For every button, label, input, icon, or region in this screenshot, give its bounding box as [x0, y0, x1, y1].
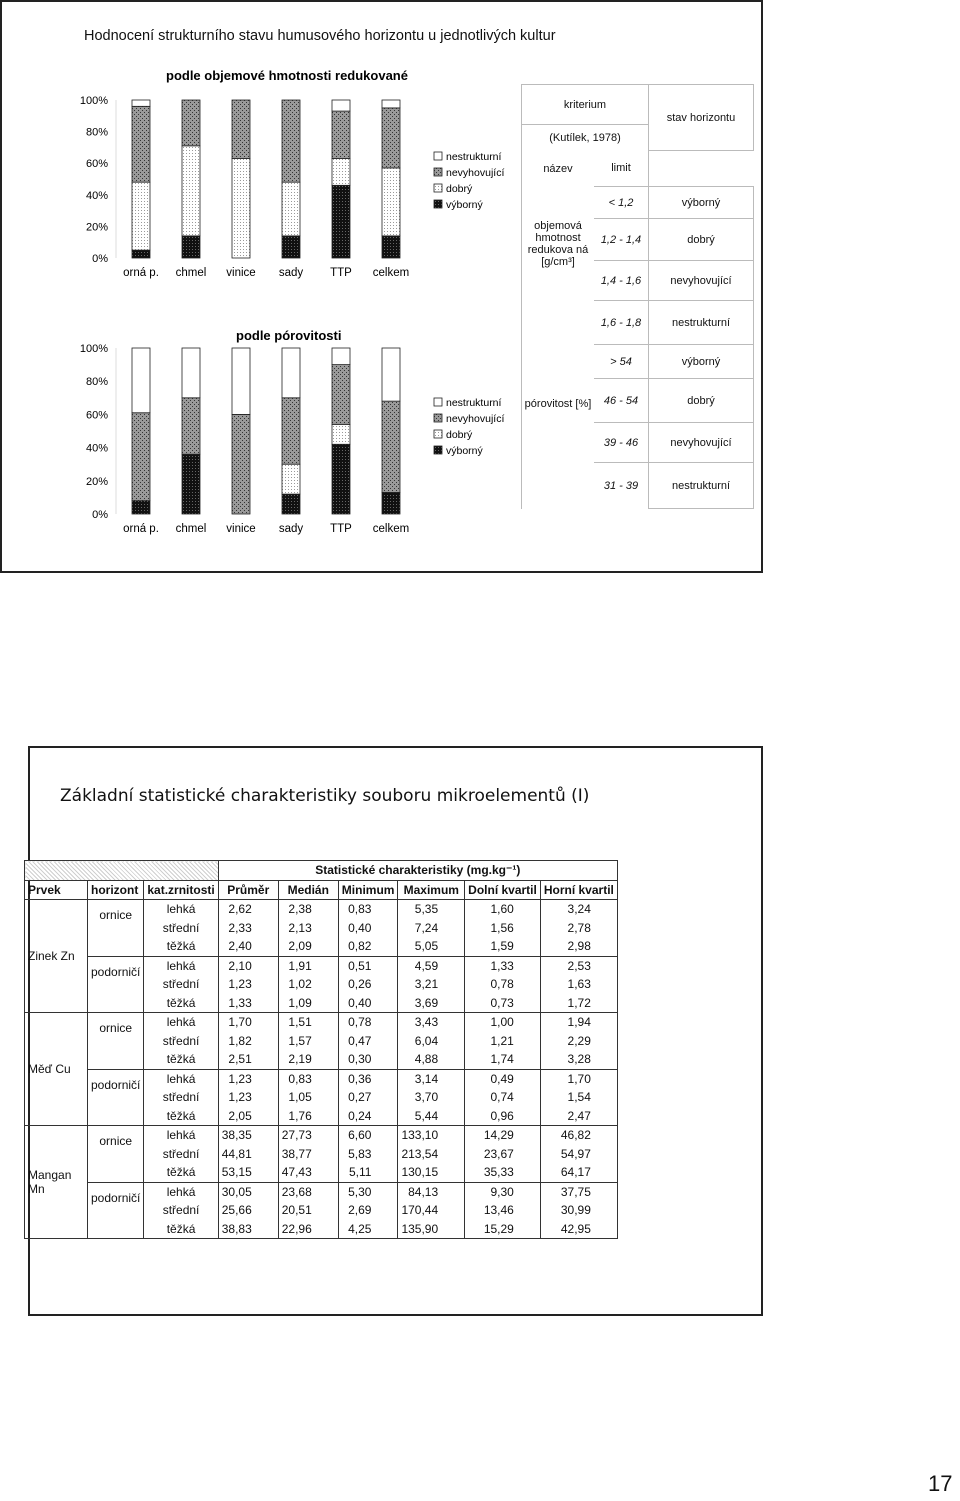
bar-segment-výborný [182, 236, 200, 258]
stat-value: 2,62 [218, 900, 278, 919]
bar-segment-nestrukturní [332, 100, 350, 111]
criteria-stav: výborný [649, 345, 754, 379]
stat-value: 2,69 [338, 1201, 398, 1220]
stat-value: 0,40 [338, 994, 398, 1013]
stat-value: 2,40 [218, 937, 278, 956]
stat-value: 1,63 [540, 975, 617, 994]
x-tick-label: chmel [175, 523, 207, 535]
stat-value: 47,43 [278, 1163, 338, 1182]
criteria-stav: dobrý [649, 219, 754, 261]
stat-value: 3,69 [398, 994, 465, 1013]
stat-value: 30,05 [218, 1182, 278, 1201]
stat-value: 2,33 [218, 919, 278, 938]
x-tick-label: sady [278, 267, 304, 279]
stat-value: 27,73 [278, 1126, 338, 1145]
column-header: kat.zrnitosti [144, 880, 218, 900]
legend-label: nestrukturní [446, 151, 502, 163]
table-row [25, 1126, 618, 1145]
legend-label: nestrukturní [446, 397, 502, 409]
criteria-stav: nestrukturní [649, 463, 754, 509]
bar-segment-nevyhovující [382, 108, 400, 168]
bar-segment-nevyhovující [382, 401, 400, 492]
bar-segment-nestrukturní [332, 348, 350, 365]
texture-class: střední [144, 1032, 218, 1051]
y-tick-label: 20% [85, 221, 108, 234]
stat-value: 42,95 [540, 1220, 617, 1239]
element-name: Měď Cu [25, 1013, 88, 1126]
chart-porosity [60, 318, 510, 543]
texture-class: lehká [144, 1013, 218, 1032]
stat-value: 0,73 [465, 994, 541, 1013]
y-tick-label: 100% [79, 343, 108, 355]
bar-segment-nestrukturní [132, 100, 150, 106]
stat-value: 25,66 [218, 1201, 278, 1220]
stat-value: 1,54 [540, 1088, 617, 1107]
stat-value: 38,83 [218, 1220, 278, 1239]
bar-segment-nestrukturní [132, 348, 150, 413]
texture-class: těžká [144, 994, 218, 1013]
x-tick-label: TTP [330, 267, 352, 279]
stat-value: 2,98 [540, 937, 617, 956]
column-header: Prvek [25, 880, 88, 900]
stat-value: 44,81 [218, 1145, 278, 1164]
stat-value: 5,35 [398, 900, 465, 919]
slide2-title: Základní statistické charakteristiky souboru mikroelementů (I) [60, 786, 590, 806]
bar-segment-výborný [282, 494, 300, 514]
stat-value: 1,76 [278, 1107, 338, 1126]
bar-segment-dobrý [332, 158, 350, 185]
stat-value: 54,97 [540, 1145, 617, 1164]
y-tick-label: 0% [92, 253, 108, 265]
page-number: 17 [928, 1471, 953, 1496]
bar-segment-výborný [132, 501, 150, 514]
stat-value: 1,72 [540, 994, 617, 1013]
legend-swatch [434, 446, 442, 454]
stat-value: 1,23 [218, 975, 278, 994]
bar-segment-výborný [332, 185, 350, 258]
y-tick-label: 80% [85, 376, 108, 389]
y-tick-label: 0% [92, 509, 108, 521]
limit-header: limit [611, 162, 631, 175]
x-tick-label: orná p. [123, 267, 159, 279]
stat-value: 0,27 [338, 1088, 398, 1107]
x-tick-label: celkem [372, 267, 410, 279]
legend-swatch [434, 184, 442, 192]
stat-value: 1,74 [465, 1050, 541, 1069]
criteria-stav: nestrukturní [649, 301, 754, 345]
texture-class: lehká [144, 956, 218, 975]
legend-swatch [434, 200, 442, 208]
bar-segment-výborný [282, 236, 300, 258]
horizon-name: podorničí [88, 956, 144, 1013]
stat-value: 46,82 [540, 1126, 617, 1145]
stat-value: 2,38 [278, 900, 338, 919]
legend-label: nevyhovující [446, 167, 505, 179]
bar-segment-dobrý [382, 168, 400, 236]
stat-value: 84,13 [398, 1182, 465, 1201]
stat-value: 1,57 [278, 1032, 338, 1051]
stat-value: 130,15 [398, 1163, 465, 1182]
stat-value: 6,04 [398, 1032, 465, 1051]
y-tick-label: 40% [85, 442, 108, 455]
table-row [25, 956, 618, 975]
x-tick-label: celkem [372, 523, 410, 535]
stat-value: 3,21 [398, 975, 465, 994]
texture-class: těžká [144, 1107, 218, 1126]
stat-value: 133,10 [398, 1126, 465, 1145]
stat-value: 3,70 [398, 1088, 465, 1107]
legend-swatch [434, 168, 442, 176]
texture-class: lehká [144, 1182, 218, 1201]
bar-segment-nevyhovující [182, 398, 200, 454]
stat-value: 4,25 [338, 1220, 398, 1239]
legend-swatch [434, 430, 442, 438]
criteria-group: objemová hmotnost redukova ná [g/cm³] [522, 187, 595, 301]
column-header: Minimum [338, 880, 398, 900]
stat-value: 64,17 [540, 1163, 617, 1182]
chart-bulk-density [60, 60, 510, 290]
texture-class: těžká [144, 1220, 218, 1239]
stat-value: 9,30 [465, 1182, 541, 1201]
slide-title: Hodnocení strukturního stavu humusového horizontu u jednotlivých kultur [84, 28, 556, 44]
chart-title: podle pórovitosti [236, 328, 342, 343]
x-tick-label: sady [278, 523, 304, 535]
stat-value: 7,24 [398, 919, 465, 938]
stat-value: 14,29 [465, 1126, 541, 1145]
bar-segment-nevyhovující [332, 365, 350, 425]
stat-value: 2,78 [540, 919, 617, 938]
texture-class: střední [144, 1201, 218, 1220]
y-tick-label: 100% [79, 95, 108, 107]
horizon-name: ornice [88, 1126, 144, 1183]
stat-value: 6,60 [338, 1126, 398, 1145]
stat-value: 0,96 [465, 1107, 541, 1126]
statistics-table [24, 860, 618, 1239]
stat-value: 1,05 [278, 1088, 338, 1107]
column-header: horizont [88, 880, 144, 900]
x-tick-label: orná p. [123, 523, 159, 535]
bar-segment-nestrukturní [282, 348, 300, 398]
element-name: Zinek Zn [25, 900, 88, 1013]
stat-value: 15,29 [465, 1220, 541, 1239]
legend-swatch [434, 414, 442, 422]
column-header: Průměr [218, 880, 278, 900]
texture-class: střední [144, 919, 218, 938]
stat-value: 38,35 [218, 1126, 278, 1145]
stat-value: 30,99 [540, 1201, 617, 1220]
texture-class: lehká [144, 900, 218, 919]
stat-value: 5,11 [338, 1163, 398, 1182]
criteria-limit: > 54 [594, 345, 649, 379]
stat-value: 3,24 [540, 900, 617, 919]
stat-value: 22,96 [278, 1220, 338, 1239]
stat-value: 5,05 [398, 937, 465, 956]
stat-value: 2,19 [278, 1050, 338, 1069]
stat-value: 4,59 [398, 956, 465, 975]
legend-swatch [434, 398, 442, 406]
bar-segment-nevyhovující [232, 414, 250, 514]
nazev-header: název [522, 151, 595, 187]
table-row [25, 1182, 618, 1201]
chart-title: podle objemové hmotnosti redukované [166, 68, 408, 83]
texture-class: lehká [144, 1126, 218, 1145]
bar-segment-nevyhovující [132, 106, 150, 182]
stat-value: 0,51 [338, 956, 398, 975]
texture-class: střední [144, 1145, 218, 1164]
bar-segment-nevyhovující [182, 100, 200, 146]
bar-segment-dobrý [282, 464, 300, 494]
table-row [25, 1069, 618, 1088]
criteria-limit: 1,2 - 1,4 [594, 219, 649, 261]
stat-value: 2,53 [540, 956, 617, 975]
stat-value: 0,24 [338, 1107, 398, 1126]
stat-value: 1,09 [278, 994, 338, 1013]
stat-value: 0,26 [338, 975, 398, 994]
criteria-limit: 1,4 - 1,6 [594, 261, 649, 301]
bar-segment-nevyhovující [232, 100, 250, 158]
stat-value: 0,49 [465, 1069, 541, 1088]
y-tick-label: 20% [85, 475, 108, 488]
source-cite: (Kutílek, 1978) [522, 125, 649, 151]
stat-value: 0,83 [338, 900, 398, 919]
stat-value: 20,51 [278, 1201, 338, 1220]
stat-value: 2,10 [218, 956, 278, 975]
stat-value: 1,70 [540, 1069, 617, 1088]
legend-label: výborný [446, 445, 483, 457]
texture-class: těžká [144, 937, 218, 956]
stat-value: 23,67 [465, 1145, 541, 1164]
texture-class: střední [144, 975, 218, 994]
stat-value: 1,00 [465, 1013, 541, 1032]
horizon-name: ornice [88, 1013, 144, 1070]
stat-value: 1,60 [465, 900, 541, 919]
horizon-name: podorničí [88, 1182, 144, 1239]
stat-value: 1,23 [218, 1069, 278, 1088]
bar-segment-výborný [132, 250, 150, 258]
bar-segment-nestrukturní [182, 348, 200, 398]
stat-value: 0,83 [278, 1069, 338, 1088]
element-name: Mangan Mn [25, 1126, 88, 1239]
x-tick-label: vinice [226, 267, 256, 279]
bar-segment-dobrý [132, 182, 150, 250]
stat-value: 3,14 [398, 1069, 465, 1088]
x-tick-label: chmel [175, 267, 207, 279]
stav-header: stav horizontu [649, 85, 754, 151]
criteria-limit: 31 - 39 [594, 463, 649, 509]
bar-segment-nestrukturní [382, 100, 400, 108]
texture-class: lehká [144, 1069, 218, 1088]
group-header: Statistické charakteristiky (mg.kg⁻¹) [218, 861, 617, 881]
stat-value: 13,46 [465, 1201, 541, 1220]
bar-segment-nestrukturní [232, 348, 250, 414]
criteria-table [521, 84, 754, 509]
criteria-limit: < 1,2 [594, 187, 649, 219]
stat-value: 2,47 [540, 1107, 617, 1126]
stat-value: 0,78 [338, 1013, 398, 1032]
bar-segment-výborný [332, 444, 350, 514]
texture-class: těžká [144, 1163, 218, 1182]
stat-value: 2,09 [278, 937, 338, 956]
stat-value: 0,30 [338, 1050, 398, 1069]
stat-value: 1,02 [278, 975, 338, 994]
x-tick-label: vinice [226, 523, 256, 535]
bar-segment-nevyhovující [282, 100, 300, 182]
stat-value: 0,74 [465, 1088, 541, 1107]
column-header: Medián [278, 880, 338, 900]
column-header: Maximum [398, 880, 465, 900]
stat-value: 5,44 [398, 1107, 465, 1126]
bar-segment-dobrý [332, 424, 350, 444]
stat-value: 1,91 [278, 956, 338, 975]
table-row [25, 900, 618, 919]
stat-value: 1,33 [218, 994, 278, 1013]
criteria-stav: dobrý [649, 379, 754, 423]
stat-value: 23,68 [278, 1182, 338, 1201]
stat-value: 1,94 [540, 1013, 617, 1032]
stat-value: 1,51 [278, 1013, 338, 1032]
stat-value: 1,23 [218, 1088, 278, 1107]
bar-segment-nevyhovující [332, 111, 350, 158]
stat-value: 1,70 [218, 1013, 278, 1032]
stat-value: 0,78 [465, 975, 541, 994]
stat-value: 53,15 [218, 1163, 278, 1182]
stat-value: 2,51 [218, 1050, 278, 1069]
legend-label: dobrý [446, 183, 473, 195]
y-tick-label: 40% [85, 189, 108, 202]
bar-segment-dobrý [232, 158, 250, 258]
column-header: Dolní kvartil [465, 880, 541, 900]
bar-segment-nevyhovující [282, 398, 300, 464]
bar-segment-nevyhovující [132, 413, 150, 501]
criteria-limit: 39 - 46 [594, 423, 649, 463]
criteria-stav: nevyhovující [649, 261, 754, 301]
stat-value: 4,88 [398, 1050, 465, 1069]
horizon-name: podorničí [88, 1069, 144, 1126]
stat-value: 0,40 [338, 919, 398, 938]
bar-segment-výborný [382, 236, 400, 258]
legend-label: výborný [446, 199, 483, 211]
stat-value: 0,82 [338, 937, 398, 956]
criteria-group: pórovitost [%] [522, 345, 595, 463]
criteria-stav: výborný [649, 187, 754, 219]
stat-value: 2,13 [278, 919, 338, 938]
stat-value: 35,33 [465, 1163, 541, 1182]
stat-value: 1,82 [218, 1032, 278, 1051]
stat-value: 2,05 [218, 1107, 278, 1126]
stat-value: 2,29 [540, 1032, 617, 1051]
legend-label: nevyhovující [446, 413, 505, 425]
texture-class: těžká [144, 1050, 218, 1069]
bar-segment-dobrý [182, 146, 200, 236]
criteria-limit: 46 - 54 [594, 379, 649, 423]
table-row [25, 1013, 618, 1032]
criteria-header: kriterium [522, 85, 649, 125]
stat-value: 5,83 [338, 1145, 398, 1164]
y-tick-label: 60% [85, 158, 108, 171]
bar-segment-dobrý [282, 182, 300, 236]
criteria-stav: nevyhovující [649, 423, 754, 463]
bar-segment-výborný [382, 492, 400, 514]
stat-value: 1,33 [465, 956, 541, 975]
stat-value: 1,21 [465, 1032, 541, 1051]
stat-value: 1,56 [465, 919, 541, 938]
legend-swatch [434, 152, 442, 160]
criteria-limit: 1,6 - 1,8 [594, 301, 649, 345]
bar-segment-výborný [182, 454, 200, 514]
stat-value: 3,28 [540, 1050, 617, 1069]
stat-value: 135,90 [398, 1220, 465, 1239]
texture-class: střední [144, 1088, 218, 1107]
y-tick-label: 60% [85, 409, 108, 422]
horizon-name: ornice [88, 900, 144, 957]
column-header: Horní kvartil [540, 880, 617, 900]
stat-value: 1,59 [465, 937, 541, 956]
stat-value: 170,44 [398, 1201, 465, 1220]
stat-value: 213,54 [398, 1145, 465, 1164]
stat-value: 38,77 [278, 1145, 338, 1164]
stat-value: 5,30 [338, 1182, 398, 1201]
x-tick-label: TTP [330, 523, 352, 535]
stat-value: 37,75 [540, 1182, 617, 1201]
legend-label: dobrý [446, 429, 473, 441]
y-tick-label: 80% [85, 126, 108, 139]
stat-value: 3,43 [398, 1013, 465, 1032]
stat-value: 0,47 [338, 1032, 398, 1051]
stat-value: 0,36 [338, 1069, 398, 1088]
bar-segment-nestrukturní [382, 348, 400, 401]
